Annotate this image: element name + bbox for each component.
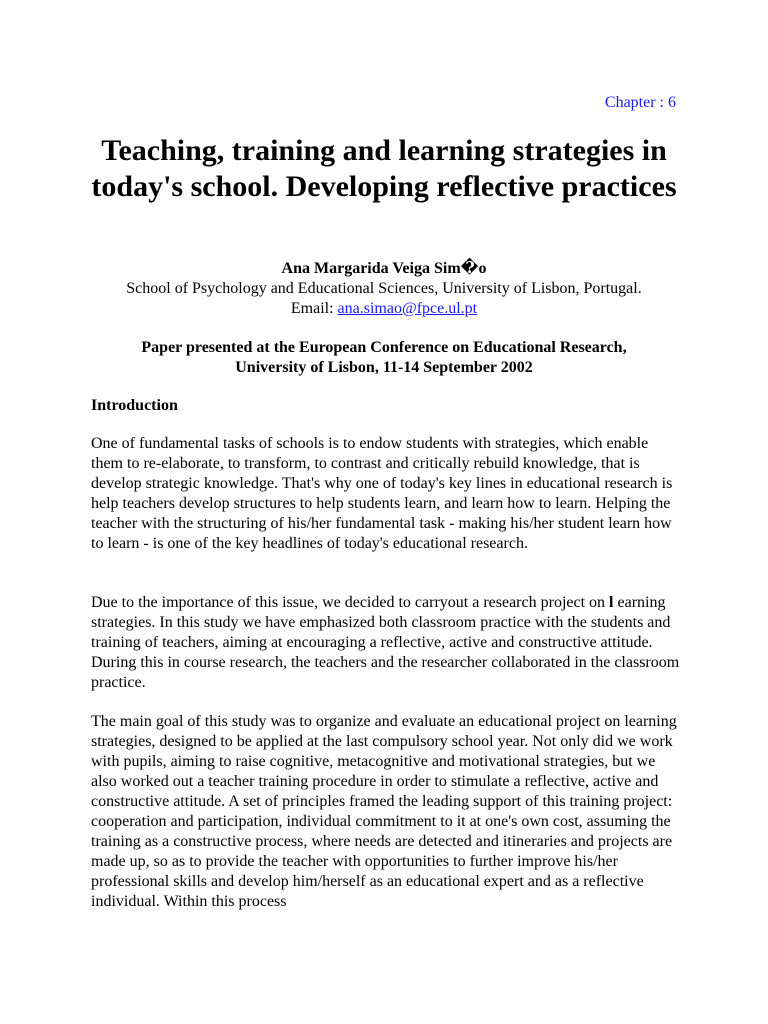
presentation-note-line2: University of Lisbon, 11-14 September 2002 (235, 359, 533, 376)
paragraph-2 (91, 593, 681, 693)
paper-title: Teaching, training and learning strategies in today's school. Developing reflective practices (91, 134, 677, 203)
presentation-note-line1: Paper presented at the European Conference on Educational Research, (141, 339, 627, 356)
presentation-note (80, 338, 688, 378)
paragraph-2-end: earning strategies. In this study we have emphasized both classroom practice with the students and training of teachers, aiming at encouraging a reflective, active and constructive attitude. During this in course research, the teachers and the researcher collaborated in the classroom practice. (91, 594, 680, 691)
paragraph-3: The main goal of this study was to organize and evaluate an educational project on learning strategies, designed to be applied at the last compulsory school year. Not only did we work with pupils, aiming to raise cognitive, metacognitive and motivational strategies, but we also worked out a teacher training procedure in order to stimulate a reflective, active and constructive attitude. A set of principles framed the leading support of this training project: cooperation and participation, individual commitment to it at one's own cost, assuming the training as a constructive process, where needs are detected and itineraries and projects are made up, so as to provide the teacher with opportunities to further improve his/her professional skills and develop him/herself as an educational expert and as a reflective individual. Within this process (91, 713, 677, 910)
author-name: Ana Margarida Veiga Sim�o (281, 260, 487, 277)
email-link[interactable]: ana.simao@fpce.ul.pt (337, 300, 478, 317)
chapter-label: Chapter : 6 (604, 94, 676, 111)
email-label: Email: (290, 300, 334, 317)
author-affiliation: School of Psychology and Educational Sciences, University of Lisbon, Portugal. (126, 280, 642, 297)
author-email-line (60, 299, 708, 319)
paragraph-1: One of fundamental tasks of schools is to endow students with strategies, which enable them to re-elaborate, to transform, to contrast and critically rebuild knowledge, that is develop strategic knowledge. That's why one of today's key lines in educational research is help teachers develop structures to help students learn, and learn how to learn. Helping the teacher with the structuring of his/her fundamental task - making his/her student learn how to learn - is one of the key headlines of today's educational research. (91, 435, 673, 552)
section-heading: Introduction (91, 397, 178, 414)
paragraph-2-start: Due to the importance of this issue, we decided to carryout a research project on (91, 594, 610, 611)
author-block (60, 259, 708, 319)
paragraph-2-bold-letter: l (609, 594, 614, 611)
